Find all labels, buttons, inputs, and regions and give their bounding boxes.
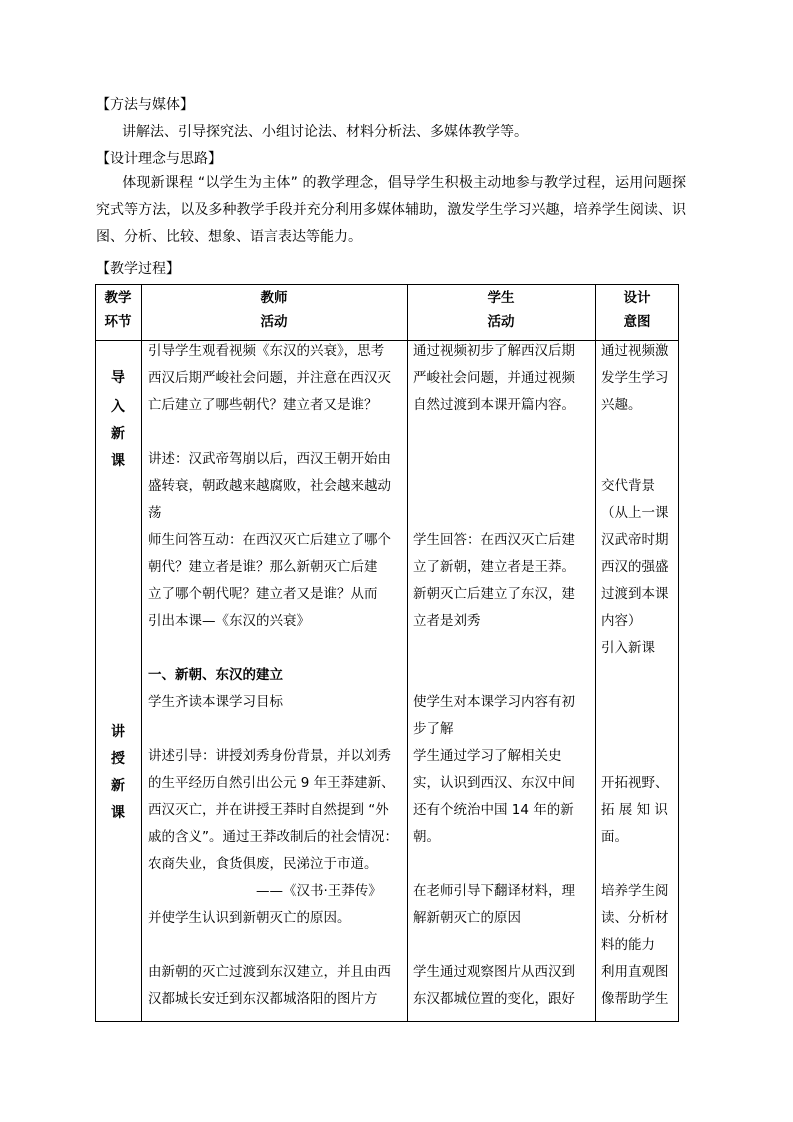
student-line: 实，认识到西汉、东汉中间 — [413, 775, 575, 791]
teacher-line: 讲述：汉武帝驾崩以后，西汉王朝开始由 — [148, 451, 391, 467]
header-stage-line1: 教学 — [104, 290, 132, 306]
student-line: 步了解 — [413, 721, 454, 737]
purpose-line: 像帮助学生 — [601, 991, 669, 1007]
teacher-line: 西汉灭亡，并在讲授王莽时自然提到 “外 — [148, 802, 389, 818]
header-purpose — [595, 286, 679, 334]
header-stage — [95, 286, 141, 334]
header-purpose-line1: 设计 — [623, 290, 651, 306]
purpose-line: 读、分析材 — [601, 910, 669, 926]
purpose-line: 通过视频激 — [601, 343, 669, 359]
header-student — [407, 286, 595, 334]
student-line: 严峻社会问题，并通过视频 — [413, 370, 575, 386]
student-line: 还有个统治中国 14 年的新 — [413, 802, 574, 818]
header-student-line1: 学生 — [487, 290, 515, 306]
design-text-content: 体现新课程 “以学生为主体” 的教学理念，倡导学生积极主动地参与教学过程，运用问题探究式等方法，以及多种教学手段并充分利用多媒体辅助，激发学生学习兴趣，培养学生阅读、识图、分析、比较、想象、语言表达等能力。 — [96, 175, 686, 245]
student-line: 学生通过学习了解相关史 — [413, 748, 562, 764]
teacher-line: 立了哪个朝代呢？建立者又是谁？从而 — [148, 586, 378, 602]
student-line: 东汉都城位置的变化，跟好 — [413, 991, 575, 1007]
stage-intro-char: 课 — [111, 453, 125, 469]
student-line: 立者是刘秀 — [413, 613, 481, 629]
teacher-line: 荡 — [148, 505, 162, 521]
student-line: 学生回答：在西汉灭亡后建 — [413, 532, 575, 548]
teacher-line: 引导学生观看视频《东汉的兴衰》，思考 — [148, 343, 385, 359]
table-col-divider-3 — [595, 284, 596, 1022]
purpose-line: （从上一课 — [601, 505, 669, 521]
teacher-line: 盛转衰，朝政越来越腐败，社会越来越动 — [148, 478, 391, 494]
design-heading: 【设计理念与思路】 — [96, 151, 222, 167]
purpose-line: 培养学生阅 — [601, 883, 669, 899]
teacher-quote-source: ——《汉书·王莽传》 — [256, 883, 382, 899]
teacher-line: 引出本课—《东汉的兴衰》 — [148, 613, 310, 629]
teacher-line: 讲述引导：讲授刘秀身份背景，并以刘秀 — [148, 748, 391, 764]
teacher-section-title: 一、新朝、东汉的建立 — [148, 667, 283, 683]
purpose-line: 利用直观图 — [601, 964, 669, 980]
teacher-line: 师生问答互动：在西汉灭亡后建立了哪个 — [148, 532, 391, 548]
student-line: 学生通过观察图片从西汉到 — [413, 964, 575, 980]
teacher-line: 汉都城长安迁到东汉都城洛阳的图片方 — [148, 991, 378, 1007]
purpose-line: 西汉的强盛 — [601, 559, 669, 575]
process-heading: 【教学过程】 — [96, 261, 180, 277]
teacher-line: 并使学生认识到新朝灭亡的原因。 — [148, 910, 351, 926]
student-line: 新朝灭亡后建立了东汉，建 — [413, 586, 575, 602]
student-line: 解新朝灭亡的原因 — [413, 910, 521, 926]
header-teacher — [141, 286, 407, 334]
stage-intro-char: 导 — [111, 370, 125, 386]
stage-lecture-char: 新 — [111, 778, 125, 794]
student-line: 使学生对本课学习内容有初 — [413, 694, 575, 710]
student-line: 自然过渡到本课开篇内容。 — [413, 397, 575, 413]
stage-lecture-char: 课 — [111, 805, 125, 821]
teacher-line: 朝代？建立者是谁？那么新朝灭亡后建 — [148, 559, 378, 575]
student-line: 朝。 — [413, 829, 440, 845]
stage-intro-char: 入 — [111, 399, 125, 415]
stage-lecture-char: 授 — [111, 751, 125, 767]
teacher-line: 西汉后期严峻社会问题，并注意在西汉灭 — [148, 370, 391, 386]
table-col-divider-2 — [407, 284, 408, 1022]
purpose-line: 料的能力 — [601, 937, 655, 953]
header-teacher-line2: 活动 — [260, 314, 288, 330]
teacher-line: 农商失业，食货俱废，民涕泣于市道。 — [148, 856, 378, 872]
purpose-line: 开拓视野、 — [601, 775, 669, 791]
purpose-line: 兴趣。 — [601, 397, 642, 413]
teacher-line: 学生齐读本课学习目标 — [148, 694, 283, 710]
header-stage-line2: 环节 — [104, 314, 132, 330]
methods-heading: 【方法与媒体】 — [96, 97, 194, 113]
purpose-line: 发学生学习 — [601, 370, 669, 386]
stage-intro-char: 新 — [111, 426, 125, 442]
purpose-line: 汉武帝时期 — [601, 532, 669, 548]
header-purpose-line2: 意图 — [623, 314, 651, 330]
table-col-divider-1 — [141, 284, 142, 1022]
teacher-line: 由新朝的灭亡过渡到东汉建立，并且由西 — [148, 964, 391, 980]
purpose-line: 过渡到本课 — [601, 586, 669, 602]
purpose-line: 面。 — [601, 829, 628, 845]
design-text — [96, 170, 686, 251]
teacher-line: 亡后建立了哪些朝代？建立者又是谁？ — [148, 397, 378, 413]
methods-text: 讲解法、引导探究法、小组讨论法、材料分析法、多媒体教学等。 — [122, 124, 528, 140]
student-line: 立了新朝，建立者是王莽。 — [413, 559, 575, 575]
purpose-line: 拓 展 知 识 — [601, 802, 668, 818]
stage-lecture-char: 讲 — [111, 724, 125, 740]
teacher-line: 的生平经历自然引出公元 9 年王莽建新、 — [148, 775, 395, 791]
header-teacher-line1: 教师 — [260, 290, 288, 306]
purpose-line: 交代背景 — [601, 478, 655, 494]
teacher-line: 戚的含义”。通过王莽改制后的社会情况： — [148, 829, 398, 845]
header-student-line2: 活动 — [487, 314, 515, 330]
purpose-line: 引入新课 — [601, 640, 655, 656]
student-line: 通过视频初步了解西汉后期 — [413, 343, 575, 359]
student-line: 在老师引导下翻译材料，理 — [413, 883, 575, 899]
purpose-line: 内容） — [601, 613, 642, 629]
